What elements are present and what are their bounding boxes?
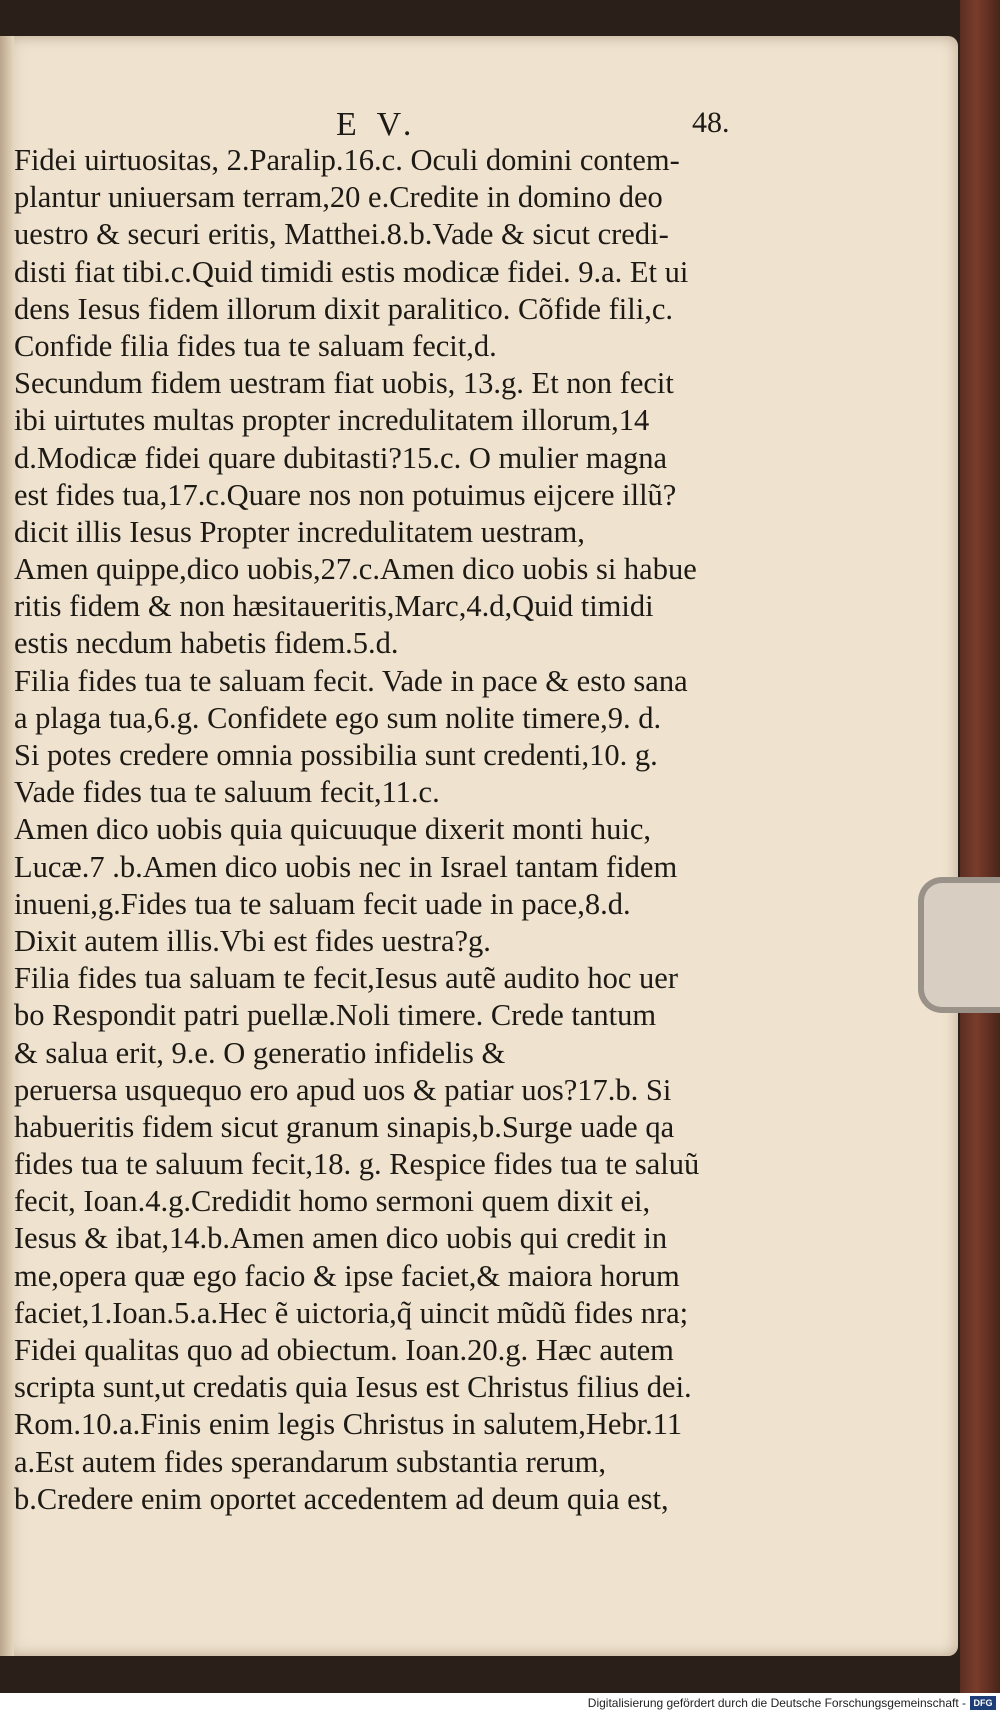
text-line: a.Est autem fides sperandarum substantia rerum, [14, 1444, 607, 1479]
text-line: Confide filia fides tua te saluam fecit,d. [14, 328, 497, 363]
text-line: Amen quippe,dico uobis,27.c.Amen dico uobis si habue [14, 552, 697, 587]
page-number: 48. [692, 106, 730, 139]
text-line: uestro & securi eritis, Matthei.8.b.Vade & sicut credi- [14, 217, 669, 252]
page-header [20, 106, 760, 146]
text-line: Iesus & ibat,14.b.Amen amen dico uobis qui credit in [14, 1221, 668, 1256]
text-line: Filia fides tua saluam te fecit,Iesus autẽ audito hoc uer [14, 961, 679, 996]
text-line: d.Modicæ fidei quare dubitasti?15.c. O mulier magna [14, 440, 668, 475]
text-line: Dixit autem illis.Vbi est fides uestra?g. [14, 923, 491, 958]
text-line: dicit illis Iesus Propter incredulitatem uestram, [14, 514, 585, 549]
text-line: dens Iesus fidem illorum dixit paralitico. Cõfide fili,c. [14, 291, 673, 326]
text-block [14, 142, 774, 1518]
funding-notice: Digitalisierung gefördert durch die Deutsche Forschungsgemeinschaft - [587, 1696, 966, 1710]
text-line: Rom.10.a.Finis enim legis Christus in salutem,Hebr.11 [14, 1407, 683, 1442]
text-line: estis necdum habetis fidem.5.d. [14, 626, 399, 661]
text-line: disti fiat tibi.c.Quid timidi estis modicæ fidei. 9.a. Et ui [14, 254, 689, 289]
text-line: fides tua te saluum fecit,18. g. Respice fides tua te saluũ [14, 1147, 700, 1182]
text-line: Vade fides tua te saluum fecit,11.c. [14, 775, 440, 810]
text-line: inueni,g.Fides tua te saluam fecit uade in pace,8.d. [14, 886, 631, 921]
text-line: ibi uirtutes multas propter incredulitatem illorum,14 [14, 403, 650, 438]
text-line: habueritis fidem sicut granum sinapis,b.Surge uade qa [14, 1109, 675, 1144]
text-line: Fidei uirtuositas, 2.Paralip.16.c. Oculi domini contem- [14, 143, 680, 177]
signature-mark: E V. [336, 106, 418, 143]
text-line: Amen dico uobis quia quicuuque dixerit monti huic, [14, 812, 652, 847]
text-line: a plaga tua,6.g. Confidete ego sum nolite timere,9. d. [14, 700, 662, 735]
book-cover-edge [960, 0, 1000, 1713]
text-line: ritis fidem & non hæsitaueritis,Marc,4.d,Quid timidi [14, 589, 654, 624]
text-line: plantur uniuersam terram,20 e.Credite in domino deo [14, 180, 663, 215]
text-line: peruersa usquequo ero apud uos & patiar uos?17.b. Si [14, 1072, 672, 1107]
text-line: faciet,1.Ioan.5.a.Hec ẽ uictoria,q̃ uincit mũdũ fides nra; [14, 1295, 689, 1330]
text-line: fecit, Ioan.4.g.Credidit homo sermoni quem dixit ei, [14, 1184, 651, 1219]
text-line: est fides tua,17.c.Quare nos non potuimus eijcere illũ? [14, 477, 677, 512]
text-line: Filia fides tua te saluam fecit. Vade in pace & esto sana [14, 663, 688, 698]
text-line: Secundum fidem uestram fiat uobis, 13.g. Et non fecit [14, 366, 674, 401]
text-line: me,opera quæ ego facio & ipse faciet,& maiora horum [14, 1258, 680, 1293]
text-line: Lucæ.7 .b.Amen dico uobis nec in Israel tantam fidem [14, 849, 678, 884]
book-clasp [918, 877, 1000, 1013]
dfg-logo: DFG [970, 1696, 996, 1710]
text-line: Fidei qualitas quo ad obiectum. Ioan.20.g. Hæc autem [14, 1333, 674, 1367]
previous-page-edge [0, 36, 14, 1656]
text-line: Si potes credere omnia possibilia sunt credenti,10. g. [14, 738, 658, 772]
text-line: b.Credere enim oportet accedentem ad deum quia est, [14, 1481, 669, 1516]
text-line: scripta sunt,ut credatis quia Iesus est Christus filius dei. [14, 1370, 692, 1405]
text-line: bo Respondit patri puellæ.Noli timere. Crede tantum [14, 998, 657, 1033]
text-line: & salua erit, 9.e. O generatio infidelis & [14, 1035, 506, 1070]
footer-bar [0, 1693, 1000, 1713]
